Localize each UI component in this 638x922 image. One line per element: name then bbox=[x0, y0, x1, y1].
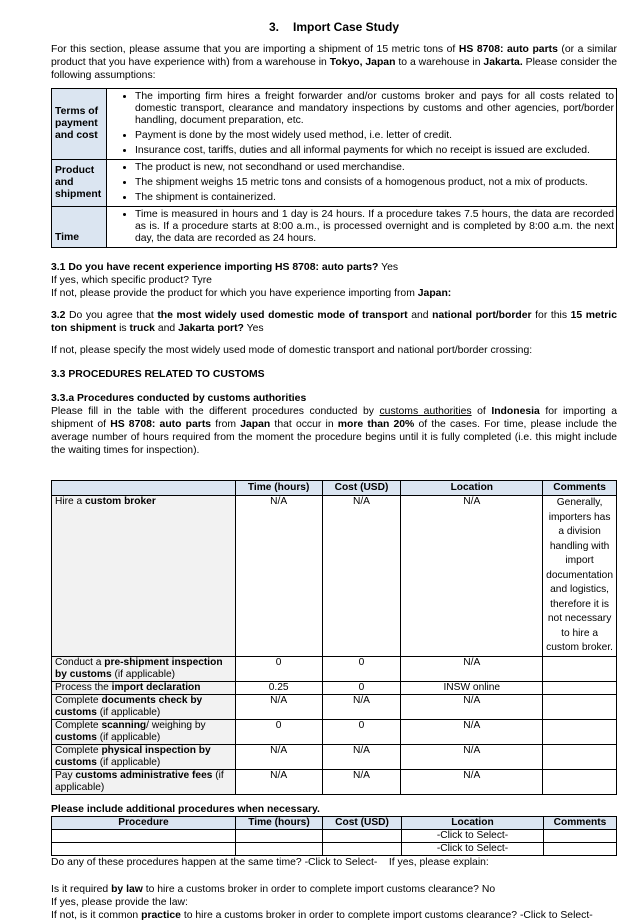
assumption-bullet: • Payment is done by the most widely used method, i.e. letter of credit. bbox=[135, 129, 614, 142]
comments-cell[interactable] bbox=[543, 656, 617, 681]
location-cell[interactable]: INSW online bbox=[401, 681, 543, 694]
procedure-cell: Pay customs administrative fees (if applicable) bbox=[52, 769, 236, 794]
location-cell[interactable]: N/A bbox=[401, 656, 543, 681]
procedure-cell: Complete scanning/ weighing by customs (if applicable) bbox=[52, 719, 236, 744]
location-cell[interactable]: N/A bbox=[401, 694, 543, 719]
cost-cell[interactable]: 0 bbox=[322, 681, 401, 694]
time-cell[interactable]: N/A bbox=[235, 496, 322, 657]
comments-cell[interactable]: Generally, importers has a division handling with import documentation and logistics, therefore it is not necessary to hire a custom broker. bbox=[543, 496, 617, 657]
time-input[interactable] bbox=[236, 829, 323, 842]
intro-paragraph: For this section, please assume that you are importing a shipment of 15 metric tons of HS 8708: auto parts (or a similar product that you have experience with) from a warehouse in Tokyo, Japan to a warehouse in Jakarta. Please consider the following assumptions: bbox=[51, 44, 618, 81]
procedure-cell: Process the import declaration bbox=[52, 681, 236, 694]
time-cell[interactable]: 0.25 bbox=[235, 681, 322, 694]
additional-procedures-table bbox=[51, 816, 617, 856]
q31-answer[interactable]: Yes bbox=[378, 262, 399, 273]
q32-question: 3.2 Do you agree that the most widely used domestic mode of transport and national port/border for this 15 metric ton shipment is truck and Jakarta port? Yes bbox=[51, 310, 617, 334]
location-cell[interactable]: N/A bbox=[401, 496, 543, 657]
q31-alt-product[interactable]: If not, please provide the product for which you have experience importing from Japan: bbox=[51, 288, 452, 299]
table-header-row: Procedure Time (hours) Cost (USD) Location Comments bbox=[52, 816, 617, 829]
cost-input[interactable] bbox=[323, 829, 402, 842]
cost-cell[interactable]: N/A bbox=[322, 769, 401, 794]
broker-practice-select[interactable]: -Click to Select- bbox=[519, 909, 593, 921]
cost-cell[interactable]: N/A bbox=[322, 496, 401, 657]
simultaneous-explain[interactable]: If yes, please explain: bbox=[388, 856, 489, 868]
comments-cell[interactable] bbox=[543, 769, 617, 794]
time-cell[interactable]: N/A bbox=[235, 694, 322, 719]
assumptions-table bbox=[51, 88, 617, 248]
comments-input[interactable] bbox=[544, 829, 617, 842]
time-input[interactable] bbox=[236, 842, 323, 855]
procedure-cell: Conduct a pre-shipment inspection by customs (if applicable) bbox=[52, 656, 236, 681]
assumption-row-product bbox=[52, 160, 617, 207]
comments-cell[interactable] bbox=[543, 681, 617, 694]
header-cost: Cost (USD) bbox=[322, 481, 401, 496]
time-cell[interactable]: 0 bbox=[235, 719, 322, 744]
table-row bbox=[52, 744, 617, 769]
cost-cell[interactable]: 0 bbox=[322, 719, 401, 744]
assumption-bullet: • The product is new, not secondhand or used merchandise. bbox=[135, 161, 614, 174]
procedure-cell: Complete physical inspection by customs (if applicable) bbox=[52, 744, 236, 769]
additional-title: Please include additional procedures when necessary. bbox=[51, 803, 320, 815]
procedure-cell: Hire a custom broker bbox=[52, 496, 236, 657]
q31-question: 3.1 Do you have recent experience importing HS 8708: auto parts? Yes bbox=[51, 262, 399, 273]
q31-product[interactable]: If yes, which specific product? Tyre bbox=[51, 275, 212, 286]
assumption-bullet: • Time is measured in hours and 1 day is 24 hours. If a procedure takes 7.5 hours, the data are recorded as is. If a procedure starts at 8:00 a.m., is processed overnight and is completed by 8:00 a.m. the next day, the data are recorded as 24 hours. bbox=[135, 208, 614, 245]
broker-practice-question: If not, is it common practice to hire a customs broker in order to complete import customs clearance? -Click to Select- bbox=[51, 909, 593, 921]
comments-cell[interactable] bbox=[543, 744, 617, 769]
assumption-label: Terms of payment and cost bbox=[52, 89, 107, 160]
time-cell[interactable]: N/A bbox=[235, 744, 322, 769]
location-select[interactable]: -Click to Select- bbox=[402, 829, 544, 842]
table-row bbox=[52, 829, 617, 842]
cost-input[interactable] bbox=[323, 842, 402, 855]
table-header-row bbox=[52, 481, 617, 496]
table-row bbox=[52, 769, 617, 794]
table-row bbox=[52, 719, 617, 744]
section-33-title: 3.3 PROCEDURES RELATED TO CUSTOMS bbox=[51, 369, 265, 380]
comments-input[interactable] bbox=[544, 842, 617, 855]
section-33a-subtitle: 3.3.a Procedures conducted by customs authorities bbox=[51, 393, 307, 404]
section-heading: 3. Import Case Study bbox=[268, 20, 400, 34]
comments-cell[interactable] bbox=[543, 694, 617, 719]
table-row bbox=[52, 496, 617, 657]
table-row bbox=[52, 681, 617, 694]
time-cell[interactable]: N/A bbox=[235, 769, 322, 794]
location-cell[interactable]: N/A bbox=[401, 744, 543, 769]
table-row bbox=[52, 694, 617, 719]
assumption-row-payment bbox=[52, 89, 617, 160]
assumption-label: Product and shipment bbox=[52, 160, 107, 207]
header-comments: Comments bbox=[543, 481, 617, 496]
comments-cell[interactable] bbox=[543, 719, 617, 744]
location-cell[interactable]: N/A bbox=[401, 719, 543, 744]
cost-cell[interactable]: 0 bbox=[322, 656, 401, 681]
assumption-bullet: • The shipment weighs 15 metric tons and consists of a homogenous product, not a mix of products. bbox=[135, 176, 614, 189]
page bbox=[51, 20, 617, 922]
section-33a-instructions: Please fill in the table with the different procedures conducted by customs authorities of Indonesia for importing a shipment of HS 8708: auto parts from Japan that occur in more than 20% of the cases. For time, please include the average number of hours required from the moment the procedure begins until it is fully completed (i.e. this might include the waiting times for inspection). bbox=[51, 406, 617, 456]
assumption-bullet: • The importing firm hires a freight forwarder and/or customs broker and pays for all costs related to domestic transport, clearance and mandatory inspections by customs and other agencies, port/border handling, document preparation, etc. bbox=[135, 90, 614, 127]
assumption-label: Time bbox=[52, 207, 107, 248]
header-time: Time (hours) bbox=[235, 481, 322, 496]
table-row bbox=[52, 656, 617, 681]
location-cell[interactable]: N/A bbox=[401, 769, 543, 794]
q32-answer[interactable]: Yes bbox=[243, 323, 264, 334]
cost-cell[interactable]: N/A bbox=[322, 744, 401, 769]
cost-cell[interactable]: N/A bbox=[322, 694, 401, 719]
simultaneous-question: Do any of these procedures happen at the same time? -Click to Select- If yes, please explain: bbox=[51, 856, 489, 868]
broker-law-question[interactable]: Is it required by law to hire a customs broker in order to complete import customs clearance? No bbox=[51, 883, 496, 895]
procedure-input[interactable] bbox=[52, 829, 236, 842]
table-row bbox=[52, 842, 617, 855]
procedure-cell: Complete documents check by customs (if applicable) bbox=[52, 694, 236, 719]
broker-law-provide[interactable]: If yes, please provide the law: bbox=[51, 896, 188, 908]
q32-alt-transport[interactable]: If not, please specify the most widely used mode of domestic transport and national port/border crossing: bbox=[51, 345, 533, 356]
procedure-input[interactable] bbox=[52, 842, 236, 855]
simultaneous-select[interactable]: -Click to Select- bbox=[304, 856, 378, 868]
time-cell[interactable]: 0 bbox=[235, 656, 322, 681]
customs-procedures-table bbox=[51, 480, 617, 795]
header-location: Location bbox=[401, 481, 543, 496]
assumption-row-time bbox=[52, 207, 617, 248]
assumption-bullet: • The shipment is containerized. bbox=[135, 191, 614, 204]
assumption-bullet: • Insurance cost, tariffs, duties and all informal payments for which no receipt is issued are excluded. bbox=[135, 144, 614, 157]
location-select[interactable]: -Click to Select- bbox=[402, 842, 544, 855]
